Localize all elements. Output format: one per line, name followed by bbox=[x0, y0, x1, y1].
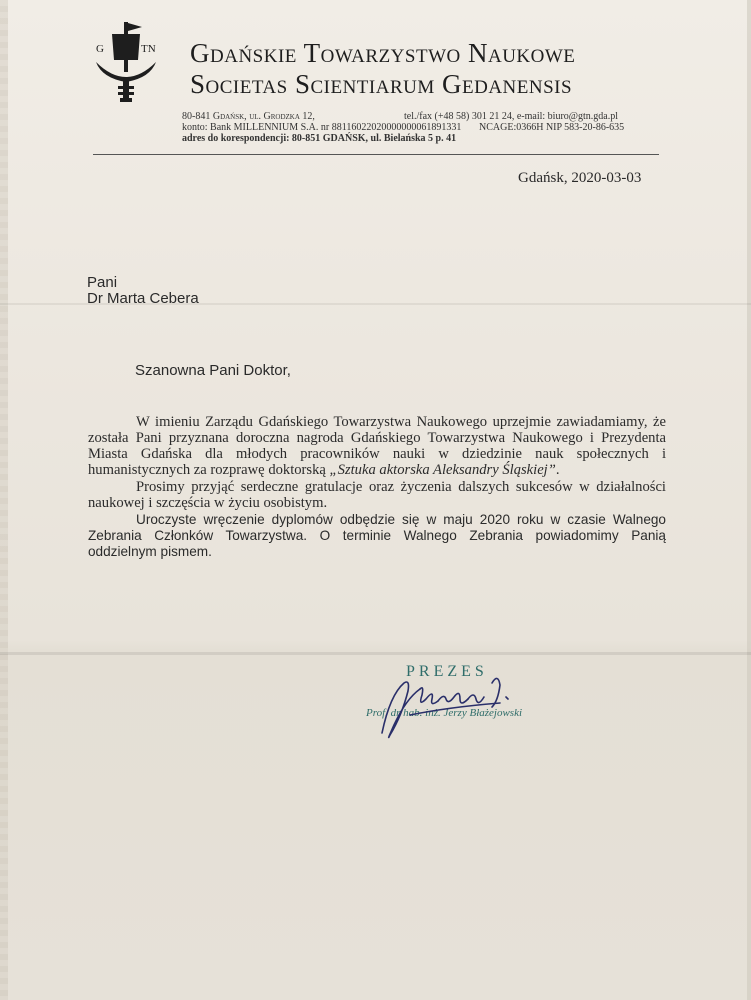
correspondence-address: adres do korespondencji: 80-851 GDAŃSK, ul. Bielańska 5 p. 41 bbox=[182, 133, 457, 144]
society-name-latin: Societas Scientiarum Gedanensis bbox=[190, 69, 573, 99]
paragraph-award-end: . bbox=[555, 462, 560, 478]
letterhead-divider bbox=[93, 154, 659, 155]
recipient-line-1: Pani bbox=[87, 274, 118, 291]
telfax: tel./fax (+48 58) 301 21 24, bbox=[404, 111, 515, 122]
salutation: Szanowna Pani Doktor, bbox=[135, 362, 291, 379]
contact-line-account bbox=[182, 122, 625, 133]
paragraph-congratulations: Prosimy przyjąć serdeczne gratulacje oraz życzenia dalszych sukcesów w działalności naukowej i szczęścia w życiu osobistym. bbox=[88, 479, 666, 511]
logo-letter-g: G bbox=[96, 43, 104, 55]
letter-date: Gdańsk, 2020-03-03 bbox=[518, 170, 642, 186]
address-city: Gdańsk, bbox=[212, 111, 247, 122]
address-street: ul. Grodzka 12, bbox=[249, 111, 315, 122]
email: e-mail: biuro@gtn.gda.pl bbox=[516, 111, 618, 122]
contact-line-address bbox=[182, 111, 618, 122]
address-zip: 80-841 bbox=[182, 111, 211, 122]
handwritten-signature bbox=[360, 655, 530, 750]
paragraph-award bbox=[88, 414, 666, 478]
telfax-email bbox=[404, 111, 618, 122]
thesis-title: „Sztuka aktorska Aleksandry Śląskiej” bbox=[329, 462, 556, 478]
company-ids: NCAGE:0366H NIP 583-20-86-635 bbox=[479, 122, 625, 133]
paper-edge-left bbox=[0, 0, 8, 1000]
paragraph-ceremony: Uroczyste wręczenie dyplomów odbędzie się w maju 2020 roku w czasie Walnego Zebrania Członków Towarzystwa. O terminie Walnego Zebrania powiadomimy Panią oddzielnym pismem. bbox=[88, 512, 666, 559]
stamp-role: PREZES bbox=[406, 663, 488, 680]
recipient-line-2: Dr Marta Cebera bbox=[87, 290, 199, 307]
society-name-polish: Gdańskie Towarzystwo Naukowe bbox=[190, 38, 576, 68]
stamp-signer-name: Prof. dr hab. inż. Jerzy Błażejowski bbox=[366, 707, 523, 719]
bank-account: konto: Bank MILLENNIUM S.A. nr 88116022020000000061891331 bbox=[182, 122, 462, 133]
logo-letters-tn: TN bbox=[141, 43, 156, 55]
paper-edge-right bbox=[747, 0, 751, 1000]
paragraph-award-text: W imieniu Zarządu Gdańskiego Towarzystwa Naukowego uprzejmie zawiadamiamy, że została Pani przyznana doroczna nagroda Gdańskiego Towarzystwa Naukowego i Prezydenta Miasta Gdańska dla młodych pracowników nauki w dziedzinie nauk społecznych i humanistycznych za rozprawę doktorską bbox=[88, 414, 666, 478]
gtn-ship-logo-icon bbox=[92, 20, 160, 104]
